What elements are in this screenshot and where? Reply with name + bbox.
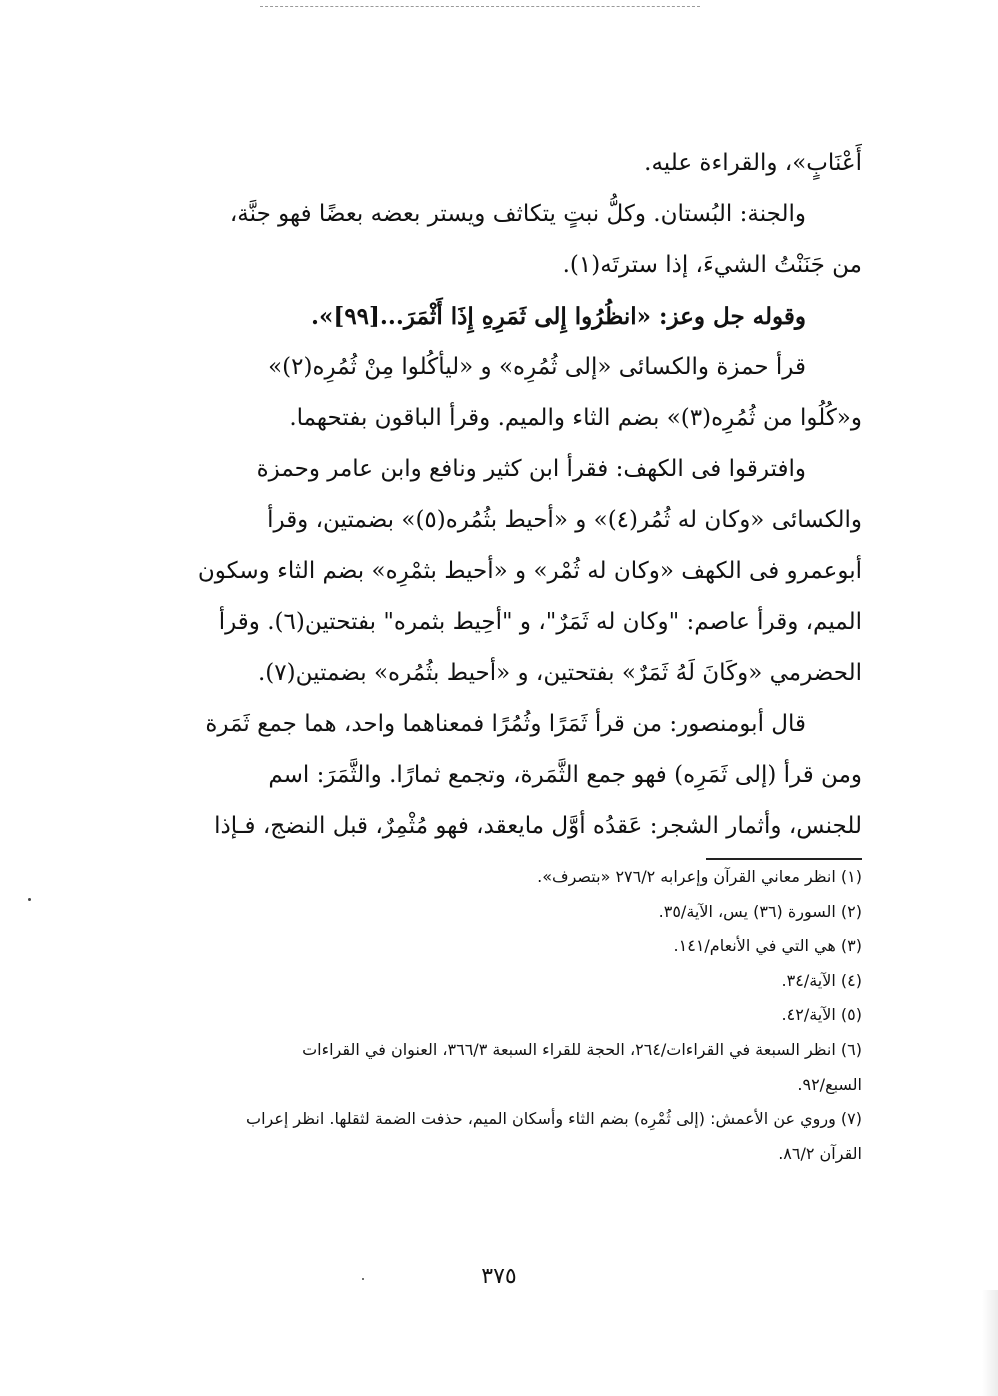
text-line: من جَنَنْتُ الشيءَ، إذا سترتَه(١). <box>562 252 862 278</box>
main-text <box>160 138 862 852</box>
footnote-continuation: السبع/٩٢. <box>797 1074 862 1094</box>
footnote-continuation: القرآن ٨٦/٢. <box>778 1143 862 1163</box>
scan-speck <box>362 1278 364 1280</box>
text-line: الحضرمي «وكَانَ لَهُ ثَمَرٌ» بفتحتين، و «أحيط بثُمُره» بضمتين(٧). <box>258 660 862 686</box>
text-line: ومن قرأ (إلى ثَمَرِه) فهو جمع الثَّمَرة، وتجمع ثمارًا. والثَّمَرَ: اسم <box>268 762 862 788</box>
scan-edge-shadow <box>982 1290 998 1396</box>
footnote: (٣) هي التي في الأنعام/١٤١. <box>673 936 862 956</box>
footnotes <box>160 860 862 1171</box>
text-line: أَعْنَابٍ»، والقراءة عليه. <box>644 150 862 176</box>
text-line: أبوعمرو فى الكهف «وكان له ثُمْر» و «أحيط بثمْرِه» بضم الثاء وسكون <box>197 558 862 584</box>
footnote: (٢) السورة (٣٦) يس، الآية/٣٥. <box>658 901 862 921</box>
footnote: (٤) الآية/٣٤. <box>781 970 862 990</box>
text-line: قرأ حمزة والكسائى «إلى ثُمُرِه» و «ليأكُلوا مِنْ ثُمُرِه(٢)» <box>268 354 806 380</box>
text-line: و«كُلُوا من ثُمُرِه(٣)» بضم الثاء والميم. وقرأ الباقون بفتحهما. <box>289 405 862 431</box>
footnote: (٦) انظر السبعة في القراءات/٢٦٤، الحجة للقراء السبعة ٣٦٦/٣، العنوان في القراءات <box>302 1039 862 1059</box>
verse-line: وقوله جل وعز: «انظُرُوا إِلى ثَمَرِهِ إِذَا أَثْمَرَ...[٩٩]». <box>311 303 806 330</box>
text-line: والكسائى «وكان له ثُمُر(٤)» و «أحيط بثُمُره(٥)» بضمتين، وقرأ <box>267 507 862 533</box>
scan-top-rule <box>260 6 700 7</box>
footnote: (٧) وروي عن الأعمش: (إلى ثُمْرِه) بضم الثاء وأسكان الميم، حذفت الضمة لثقلها. انظر إعراب <box>246 1109 862 1129</box>
page-number: ٣٧٥ <box>481 1264 517 1289</box>
text-line: الميم، وقرأ عاصم: "وكان له ثَمَرٌ"، و "أحِيط بثمره" بفتحتين(٦). وقرأ <box>218 609 862 635</box>
text-line: للجنس، وأثمار الشجر: عَقدُه أوَّل مايعقد، فهو مُثْمِرٌ، قبل النضج، فـإذا <box>214 813 862 839</box>
footnote: (١) انظر معاني القرآن وإعرابه ٢٧٦/٢ «بتصرف». <box>537 867 862 886</box>
text-line: والجنة: البُستان. وكلُّ نبتٍ يتكاثف ويستر بعضه بعضًا فهو جنَّة، <box>229 201 806 227</box>
text-line: قال أبومنصور: من قرأ ثَمَرًا وثُمُرًا فمعناهما واحد، هما جمع ثَمَرة <box>205 711 806 737</box>
scan-speck <box>28 898 31 901</box>
footnote: (٥) الآية/٤٢. <box>781 1005 862 1025</box>
text-line: وافترقوا فى الكهف: فقرأ ابن كثير ونافع وابن عامر وحمزة <box>256 456 806 482</box>
